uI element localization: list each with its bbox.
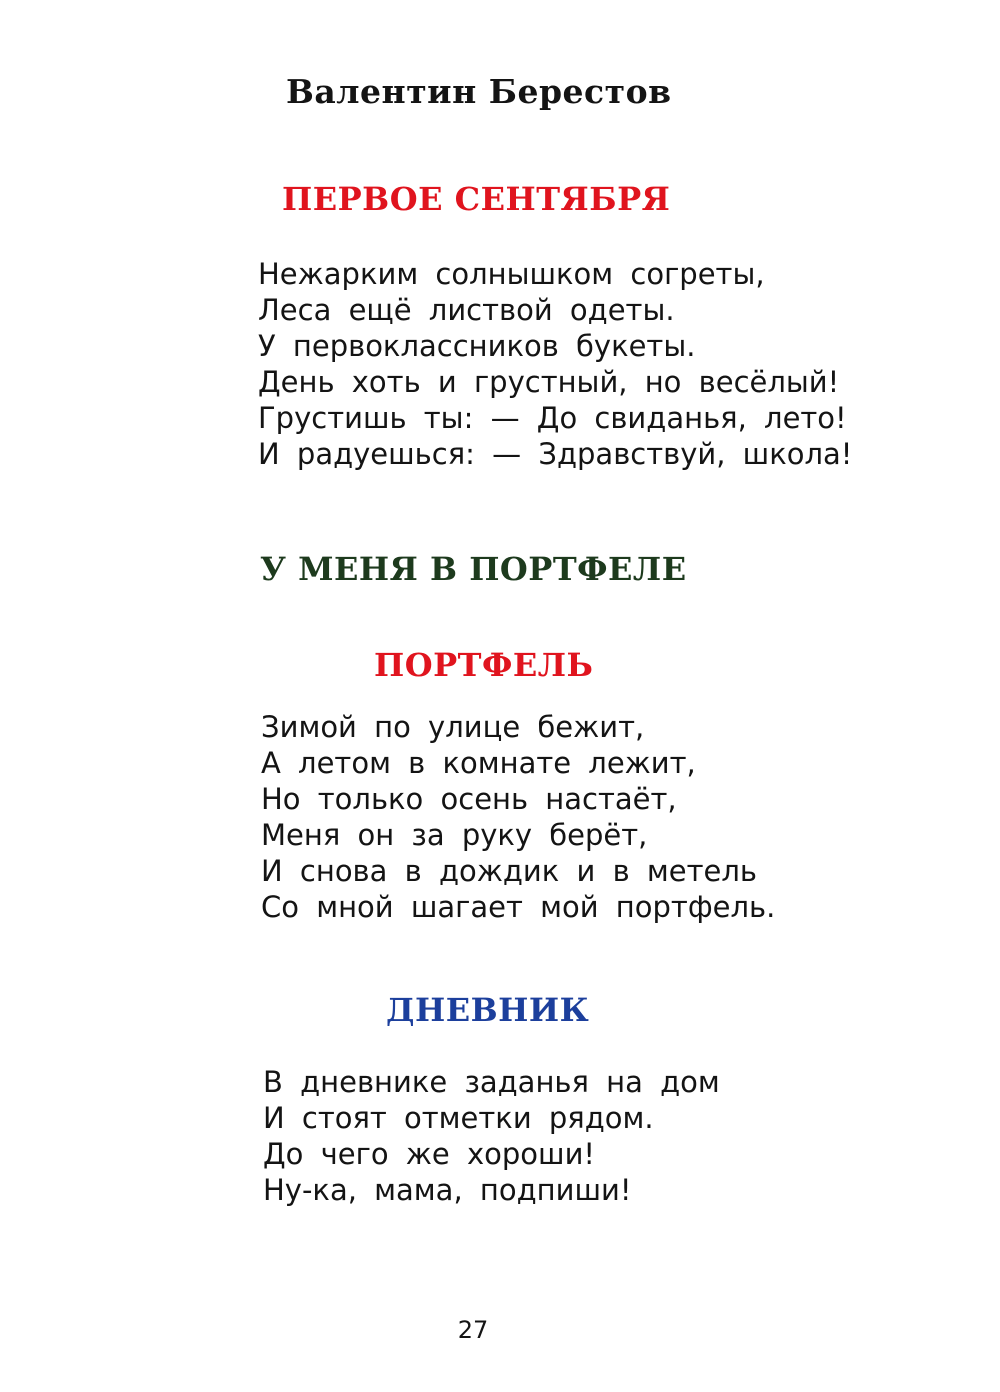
poem-line: Леса ещё листвой одеты. [258,293,675,327]
page-number: 27 [457,1316,489,1344]
poem-line: И снова в дождик и в метель [261,854,757,888]
poem-line: Ну-ка, мама, подпиши! [263,1173,632,1207]
section-title: У МЕНЯ В ПОРТФЕЛЕ [260,550,687,588]
poem-line: И стоят отметки рядом. [263,1101,654,1135]
poem-line: И радуешься: — Здравствуй, школа! [258,437,853,471]
poem-title-briefcase: ПОРТФЕЛЬ [374,646,594,684]
poem-line: Грустишь ты: — До свиданья, лето! [258,401,847,435]
poem-title-diary: ДНЕВНИК [386,991,590,1029]
author-name: Валентин Берестов [286,72,672,111]
poem-line: У первоклассников букеты. [258,329,696,363]
poem-line: До чего же хороши! [263,1137,596,1171]
poem-line: Нежарким солнышком согреты, [258,257,765,291]
poem-first-september [258,256,852,472]
poem-line: В дневнике заданья на дом [263,1065,720,1099]
poem-line: Но только осень настаёт, [261,782,677,816]
poem-briefcase [261,709,775,925]
poem-diary [263,1064,720,1208]
poem-line: Со мной шагает мой портфель. [261,890,776,924]
poem-line: День хоть и грустный, но весёлый! [258,365,840,399]
poem-line: Зимой по улице бежит, [261,710,645,744]
poem-line: А летом в комнате лежит, [261,746,696,780]
poem-line: Меня он за руку берёт, [261,818,648,852]
poem-title-first-september: ПЕРВОЕ СЕНТЯБРЯ [282,180,671,218]
